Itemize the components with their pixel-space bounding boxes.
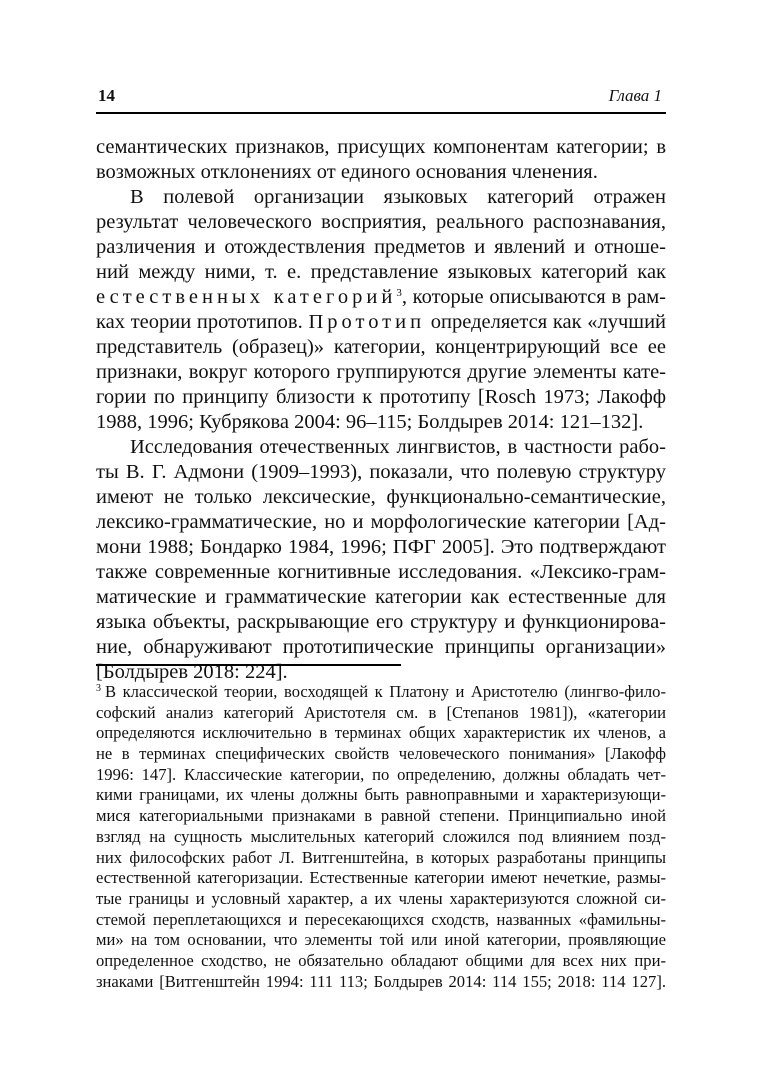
emphasis-term: Прототип [308,311,426,333]
text-line: различения и отождествления предметов и явлений и отноше- [96,236,666,258]
text-line: [Болдырев 2018: 224]. [96,661,288,683]
text-line: признаки, вокруг которого группируются другие элементы кате- [96,361,666,383]
text-fragment: определяется как «лучший [430,311,667,333]
text-line: языка объекты, раскрывающие его структуру и функционирова- [96,611,666,633]
footnote-line [96,682,666,703]
footnote-marker: 3 [96,683,101,694]
text-fragment: , которые описываются в рам- [401,286,667,308]
footnote-line: ми» на том основании, что элементы той или иной категории, проявляющие [96,930,666,950]
text-line: Исследования отечественных лингвистов, в частности рабо- [130,436,666,458]
footnote-line: определенное сходство, не обязательно обладают общими для всех них при- [96,950,666,970]
text-fragment: В классической теории, восходящей к Платону и Аристотелю (лингво-фило- [105,682,666,701]
text-line: возможных отклонениях от единого основания членения. [96,161,598,183]
text-line: имеют не только лексические, функционально-семантические, [96,486,666,508]
footnote-line: кими границами, их члены должны быть равноправными и характеризующи- [96,785,666,805]
running-header [96,86,666,114]
footnote-line: естественной категоризации. Естественные категории имеют нечеткие, размы- [96,868,666,888]
chapter-title: Глава 1 [608,86,662,105]
text-line: матические и грамматические категории как естественные для [96,586,666,608]
page-number: 14 [98,86,115,105]
text-line: также современные когнитивные исследования. «Лексико-грам- [96,561,666,583]
text-line: представитель (образец)» категории, концентрирующий все ее [96,336,666,358]
footnote-line: стемой переплетающихся и пересекающихся сходств, названных «фамильны- [96,909,666,929]
main-text [96,135,666,685]
text-line: мони 1988; Бондарко 1984, 1996; ПФГ 2005]. Это подтверждают [96,536,666,558]
text-line: ние, обнаруживают прототипические принципы организации» [96,636,666,658]
text-line-mixed [96,285,666,310]
footnote-line: тые границы и условный характер, а их члены характеризуются сложной си- [96,888,666,908]
text-line: ний между ними, т. е. представление языковых категорий как [96,261,666,283]
footnote-ref[interactable]: 3 [396,287,402,299]
footnote-line: знаками [Витгенштейн 1994: 111 113; Болдырев 2014: 114 155; 2018: 114 127]. [96,971,666,991]
text-fragment: ках теории прототипов. [96,311,303,333]
text-line: результат человеческого восприятия, реального распознавания, [96,211,666,233]
text-line: В полевой организации языковых категорий отражен [130,186,666,208]
footnote-divider [96,664,401,666]
text-line: ты В. Г. Адмони (1909–1993), показали, что полевую структуру [96,461,666,483]
text-line: 1988, 1996; Кубрякова 2004: 96–115; Болдырев 2014: 121–132]. [96,411,644,433]
text-line: лексико-грамматические, но и морфологические категории [Ад- [96,511,666,533]
footnote-line: мися категориальными признаками в равной степени. Принципиально иной [96,806,666,826]
footnote-line: определяются исключительно в терминах общих характеристик их членов, а [96,723,666,743]
text-line: семантических признаков, присущих компонентам категории; в [96,136,666,158]
footnote-line: не в терминах специфических свойств человеческого понимания» [Лакофф [96,744,666,764]
footnote-line: взгляд на сущность мыслительных категорий сложился под влиянием позд- [96,826,666,846]
footnote-line: софский анализ категорий Аристотеля см. в [Степанов 1981]), «категории [96,702,666,722]
text-line: гории по принципу близости к прототипу [Rosch 1973; Лакофф [96,386,666,408]
footnote-line: 1996: 147]. Классические категории, по определению, должны обладать чет- [96,764,666,784]
text-line-mixed [96,310,666,335]
footnote-line: них философских работ Л. Витгенштейна, в которых разработаны принципы [96,847,666,867]
emphasis-term: естественных категорий [96,286,397,308]
footnote [96,682,666,992]
